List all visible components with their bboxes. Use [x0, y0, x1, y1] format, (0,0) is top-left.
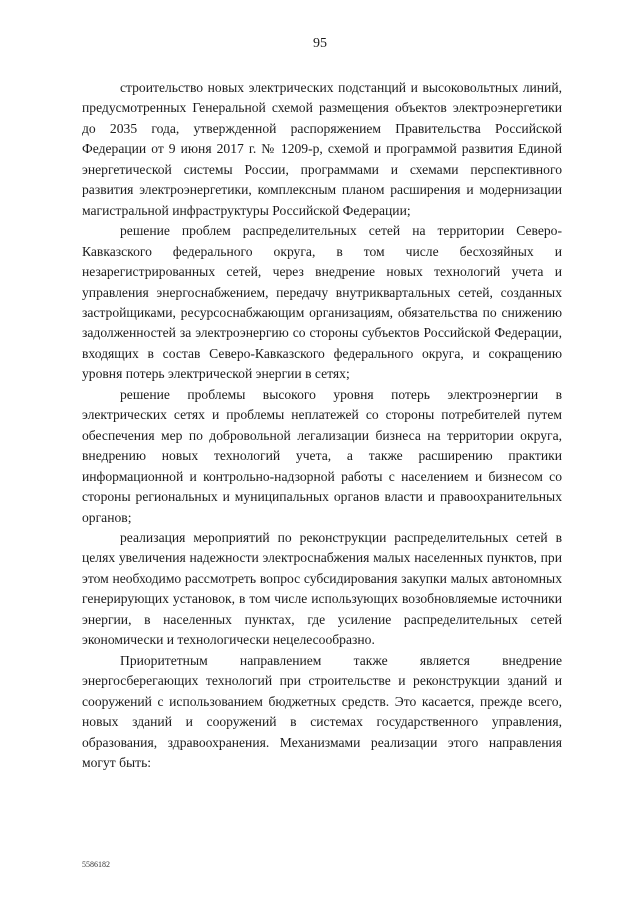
page-number: 95 [313, 36, 327, 51]
paragraph-energy-saving: Приоритетным направлением также является внедрение энергосберегающих технологий при строительстве и реконструкции зданий и сооружений с использованием бюджетных средств. Это касается, прежде всего, новых зданий и сооружений в системах государственного управления, образования, здравоохранения. Механизмами реализации этого направления могут быть: [82, 652, 562, 770]
paragraph-energy-losses: решение проблемы высокого уровня потерь электроэнергии в электрических сетях и проблемы неплатежей со стороны потребителей путем обеспечения мер по добровольной легализации бизнеса на территории округа, внедрению новых технологий учета, а также расширению практики информационной и контрольно-надзорной работы с населением и бизнесом со стороны региональных и муниципальных органов власти и правоохранительных органов; [82, 386, 562, 525]
document-code: 5586182 [82, 860, 110, 869]
document-body [82, 78, 562, 773]
paragraph-distribution-networks: решение проблем распределительных сетей на территории Северо-Кавказского федерального округа, в том числе бесхозяйных и незарегистрированных сетей, через внедрение новых технологий учета и управления энергоснабжением, передачу внутриквартальных сетей, созданных застройщиками, ресурсоснабжающим организациям, обязательства по снижению задолженностей за электроэнергию со стороны субъектов Российской Федерации, входящих в состав Северо-Кавказского федерального округа, и сокращению уровня потерь электрической энергии в сетях; [82, 223, 562, 382]
paragraph-substations: строительство новых электрических подстанций и высоковольтных линий, предусмотренных Генеральной схемой размещения объектов электроэнергетики до 2035 года, утвержденной распоряжением Правительства Российской Федерации от 9 июня 2017 г. № 1209-р, схемой и программой развития Единой энергетической системы России, программами и схемами перспективного развития электроэнергетики, комплексным планом расширения и модернизации магистральной инфраструктуры Российской Федерации; [82, 80, 562, 218]
paragraph-network-reconstruction: реализация мероприятий по реконструкции распределительных сетей в целях увеличения надежности электроснабжения малых населенных пунктов, при этом необходимо рассмотреть вопрос субсидирования закупки малых автономных генерирующих установок, в том числе использующих возобновляемые источники энергии, в населенных пунктах, где усиление распределительных сетей экономически и технологически нецелесообразно. [82, 529, 562, 648]
